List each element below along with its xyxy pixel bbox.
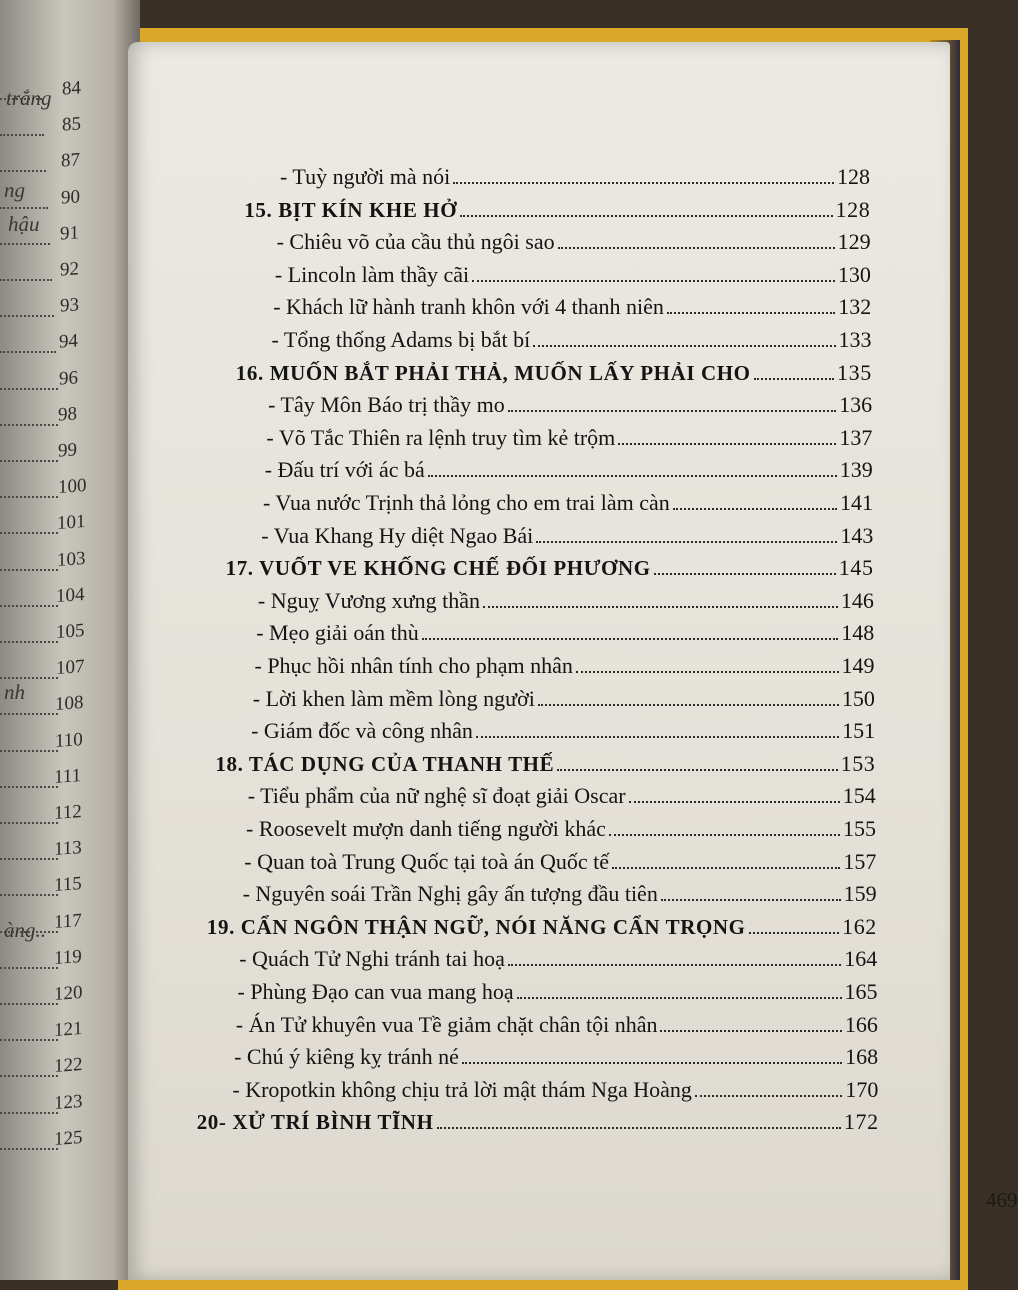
entry-page-number: 128 [837, 164, 870, 189]
toc-entry [256, 614, 874, 646]
entry-page-number: 136 [839, 392, 873, 418]
left-page-dot-leader [0, 1003, 58, 1005]
left-page-dot-leader [0, 605, 58, 607]
chapter-title: 20- XỬ TRÍ BÌNH TĨNH [196, 1110, 434, 1135]
dot-leader [667, 312, 835, 314]
dot-leader [472, 280, 835, 282]
entry-page-number: 166 [844, 1011, 878, 1037]
left-page-number: 101 [57, 511, 86, 535]
left-page-number: 107 [55, 656, 85, 680]
toc-entry [261, 517, 873, 549]
dot-leader [612, 867, 840, 869]
chapter-title: 18. TÁC DỤNG CỦA THANH THẾ [215, 751, 555, 776]
left-page-dot-leader [0, 569, 58, 571]
left-page-text-fragment: nh [4, 680, 25, 704]
entry-page-number: 133 [838, 327, 872, 352]
dot-leader [557, 769, 837, 771]
left-page-dot-leader [0, 460, 58, 462]
left-page-number: 111 [54, 764, 82, 788]
left-page-number: 87 [61, 149, 81, 173]
dot-leader [695, 1095, 843, 1097]
entry-page-number: 164 [844, 946, 878, 972]
left-page-number: 99 [58, 439, 77, 462]
left-page-number: 84 [62, 77, 81, 100]
entry-page-number: 146 [840, 587, 874, 613]
left-page-number: 92 [60, 258, 79, 281]
entry-title: - Tây Môn Báo trị thầy mo [268, 392, 505, 418]
toc-entry [263, 484, 873, 516]
left-page-number: 121 [54, 1018, 83, 1042]
left-page-dot-leader [0, 641, 58, 643]
left-page-number: 123 [54, 1090, 83, 1114]
entry-page-number: 157 [843, 848, 877, 874]
left-page-dot-leader [0, 1148, 58, 1150]
entry-title: - Giám đốc và công nhân [251, 718, 473, 744]
toc-entry [268, 386, 872, 418]
left-page-number: 94 [59, 330, 79, 354]
chapter-title: 17. VUỐT VE KHỐNG CHẾ ĐỐI PHƯƠNG [225, 556, 651, 581]
left-page-text-fragment: ng [4, 178, 25, 202]
dot-leader [508, 410, 836, 412]
left-page-dot-leader [0, 750, 58, 752]
left-page-dot-leader [0, 894, 58, 896]
entry-title: - Võ Tắc Thiên ra lệnh truy tìm kẻ trộm [266, 424, 616, 450]
left-page-dot-leader [0, 713, 58, 715]
chapter-title: 16. MUỐN BẮT PHẢI THẢ, MUỐN LẤY PHẢI CHO [235, 360, 751, 385]
entry-title: - Chú ý kiêng kỵ tránh né [234, 1044, 459, 1070]
entry-page-number: 141 [840, 490, 873, 515]
left-page-number: 110 [54, 728, 83, 752]
left-page-dot-leader [0, 1039, 58, 1041]
left-page-dot-leader [0, 243, 50, 245]
left-page-number: 119 [54, 945, 82, 969]
toc-entry [238, 973, 878, 1005]
entry-page-number: 151 [842, 718, 876, 744]
entry-page-number: 165 [844, 979, 878, 1004]
entry-title: - Tổng thống Adams bị bắt bí [271, 327, 531, 352]
left-page-number: 115 [54, 873, 82, 897]
dot-leader [754, 378, 834, 380]
entry-page-number: 168 [845, 1044, 879, 1070]
entry-page-number: 153 [840, 750, 876, 776]
dot-leader [476, 736, 839, 738]
toc-chapter [215, 745, 875, 777]
entry-page-number: 172 [843, 1109, 879, 1135]
left-page-number: 112 [54, 801, 82, 824]
left-page-text-fragment: hậu [8, 212, 40, 236]
entry-page-number: 148 [841, 620, 875, 646]
toc-entry [277, 223, 871, 255]
left-page-dot-leader [0, 134, 44, 136]
entry-title: - Nguyên soái Trần Nghị gây ấn tượng đầu tiên [242, 881, 658, 907]
previous-page-edge [0, 0, 140, 1280]
left-page-dot-leader [0, 279, 52, 281]
left-page-number: 100 [57, 475, 87, 499]
left-page-number: 98 [58, 403, 78, 426]
entry-page-number: 129 [837, 229, 871, 255]
entry-title: - Tuỳ người mà nói [280, 164, 451, 189]
entry-page-number: 145 [838, 555, 874, 581]
entry-title: - Quách Tử Nghi tránh tai hoạ [239, 946, 505, 972]
entry-page-number: 162 [842, 913, 877, 939]
dot-leader [654, 573, 836, 575]
left-page-number: 125 [54, 1126, 83, 1150]
toc-entry [255, 647, 875, 679]
page-number: 469 [986, 1188, 1018, 1212]
toc-chapter [226, 549, 874, 581]
toc-entry [273, 288, 871, 320]
toc-entry [275, 256, 871, 288]
left-page-number: 96 [58, 366, 78, 390]
left-page-dot-leader [0, 351, 56, 353]
dot-leader [609, 834, 840, 836]
left-page-number: 105 [56, 620, 85, 643]
entry-title: - Vua nước Trịnh thả lỏng cho em trai làm càn [263, 490, 670, 515]
chapter-title: 19. CẨN NGÔN THẬN NGỮ, NÓI NĂNG CẨN TRỌNG [206, 914, 746, 939]
toc-entry [236, 1006, 878, 1038]
toc-entry [246, 810, 876, 842]
toc-entry [265, 451, 873, 483]
entry-title: - Tiểu phẩm của nữ nghệ sĩ đoạt giải Oscar [247, 783, 626, 809]
toc-entry [244, 843, 876, 875]
entry-page-number: 154 [842, 783, 876, 809]
entry-title: - Roosevelt mượn danh tiếng người khác [246, 816, 606, 841]
left-page-number: 91 [60, 222, 80, 245]
dot-leader [576, 671, 839, 673]
entry-title: - Khách lữ hành tranh khôn với 4 thanh niên [273, 294, 664, 320]
dot-leader [618, 443, 836, 445]
dot-leader [660, 1030, 841, 1032]
left-page-dot-leader [0, 207, 48, 209]
left-page-dot-leader [0, 786, 58, 788]
dot-leader [673, 508, 837, 510]
entry-page-number: 135 [837, 359, 872, 385]
dot-leader [558, 247, 835, 249]
entry-page-number: 128 [835, 196, 871, 222]
toc-entry [239, 940, 877, 972]
entry-page-number: 155 [843, 816, 876, 841]
entry-page-number: 137 [839, 424, 873, 450]
left-page-number: 93 [59, 294, 79, 317]
dot-leader [749, 932, 839, 934]
left-page-dot-leader [0, 496, 58, 498]
left-page-number: 104 [56, 583, 85, 607]
entry-page-number: 159 [843, 881, 877, 907]
toc-chapter [236, 354, 872, 386]
entry-title: - Chiêu võ của cầu thủ ngôi sao [276, 229, 555, 255]
left-page-dot-leader [0, 424, 58, 426]
entry-page-number: 132 [838, 294, 872, 320]
left-page-number: 120 [54, 982, 83, 1005]
left-page-dot-leader [0, 858, 58, 860]
toc-chapter [244, 191, 870, 223]
toc-entry [243, 875, 877, 907]
entry-title: - Nguỵ Vương xưng thần [257, 587, 480, 613]
left-page-number: 117 [54, 909, 82, 933]
entry-page-number: 170 [845, 1076, 879, 1102]
toc-entry [280, 158, 870, 190]
entry-page-number: 150 [841, 685, 875, 711]
dot-leader [517, 997, 842, 999]
left-page-dot-leader [0, 677, 58, 679]
dot-leader [483, 606, 838, 608]
left-page-dot-leader [0, 1112, 58, 1114]
left-page-number: 113 [54, 837, 82, 861]
dot-leader [629, 801, 840, 803]
entry-title: - Lời khen làm mềm lòng người [252, 685, 535, 711]
dot-leader [422, 638, 838, 640]
entry-page-number: 139 [839, 457, 873, 483]
left-page-text-fragment: àng.. [4, 918, 46, 942]
dot-leader [428, 475, 837, 477]
dot-leader [661, 899, 841, 901]
left-page-dot-leader [0, 170, 46, 172]
entry-title: - Án Tử khuyên vua Tề giảm chặt chân tội nhân [235, 1011, 658, 1037]
left-page-dot-leader [0, 822, 58, 824]
entry-title: - Vua Khang Hy diệt Ngao Bái [261, 522, 534, 548]
left-page-dot-leader [0, 315, 54, 317]
toc-page [128, 42, 1018, 1280]
entry-title: - Lincoln làm thầy cãi [274, 261, 470, 287]
entry-title: - Kropotkin không chịu trả lời mật thám Nga Hoàng [232, 1076, 692, 1102]
toc-entry [248, 777, 876, 809]
left-page-dot-leader [0, 967, 58, 969]
toc-entry [234, 1038, 878, 1070]
left-page-dot-leader [0, 1075, 58, 1077]
chapter-title: 15. BỊT KÍN KHE HỞ [244, 197, 458, 222]
toc-chapter [197, 1103, 879, 1135]
left-page-number: 122 [54, 1054, 83, 1078]
left-page-number: 90 [60, 185, 80, 209]
left-page-text-fragment: trắng [6, 86, 52, 110]
entry-title: - Phùng Đạo can vua mang hoạ [237, 979, 514, 1004]
dot-leader [533, 345, 835, 347]
left-page-number: 85 [61, 113, 81, 136]
toc-entry [258, 582, 874, 614]
entry-title: - Đấu trí với ác bá [264, 457, 425, 483]
dot-leader [462, 1062, 842, 1064]
left-page-number: 108 [55, 692, 84, 716]
entry-title: - Mẹo giải oán thù [256, 620, 419, 646]
entry-title: - Phục hồi nhân tính cho phạm nhân [254, 653, 573, 678]
dot-leader [536, 541, 837, 543]
dot-leader [538, 704, 839, 706]
entry-title: - Quan toà Trung Quốc tại toà án Quốc tế [244, 848, 610, 874]
left-page-number: 103 [56, 547, 86, 571]
entry-page-number: 143 [840, 522, 874, 548]
left-page-dot-leader [0, 532, 58, 534]
toc-entry [251, 712, 875, 744]
toc-entry [253, 680, 875, 712]
toc-chapter [207, 908, 877, 940]
toc-entry [266, 419, 872, 451]
dot-leader [460, 215, 832, 217]
toc-entry [272, 321, 872, 353]
entry-page-number: 130 [837, 261, 871, 287]
entry-page-number: 149 [841, 653, 875, 678]
left-page-dot-leader [0, 388, 58, 390]
dot-leader [437, 1127, 841, 1129]
toc-entry [232, 1071, 878, 1103]
dot-leader [508, 964, 841, 966]
dot-leader [453, 182, 834, 184]
